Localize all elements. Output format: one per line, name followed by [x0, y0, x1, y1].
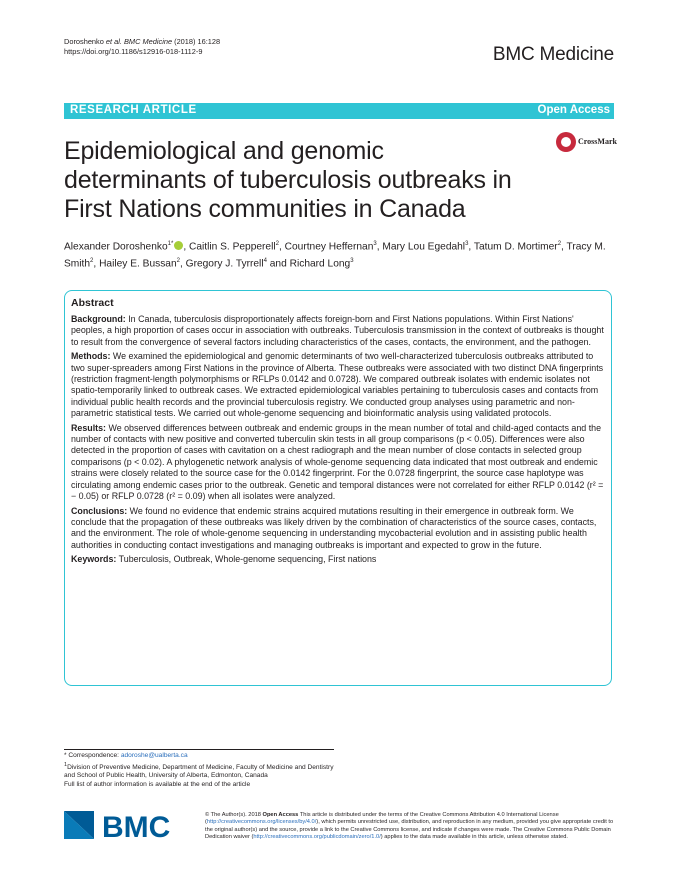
- correspondence: * Correspondence: adoroshe@ualberta.ca: [64, 752, 188, 759]
- footnotes: [64, 752, 344, 790]
- journal-name: BMC Medicine: [492, 44, 614, 65]
- author-info-note: Full list of author information is available at the end of the article: [64, 780, 251, 788]
- citation: [64, 37, 220, 57]
- author-affiliation-sup: 3: [465, 241, 469, 247]
- citation-journal: et al. BMC Medicine: [105, 37, 173, 46]
- abstract-box: [64, 290, 612, 686]
- author-affiliation-sup: 1*: [167, 241, 174, 247]
- citation-line: Doroshenko et al. BMC Medicine (2018) 16:128: [64, 37, 221, 46]
- abstract-background: Background: In Canada, tuberculosis disproportionately affects foreign-born and First Nations populations. Within First Nations' peoples, a high proportion of cases occur in association with outbreaks. Tuberculosis transmission in the context of outbreaks is thought to result from the convergence of several factors including characteristics of the cases, contacts, the environment, and the pathogen.: [71, 314, 604, 347]
- author-affiliation-sup: 4: [263, 258, 267, 265]
- license-text: © The Author(s). 2018 Open Access This article is distributed under the terms of the Creative Commons Attribution 4.0 International License (http://creativecommons.org/licenses/by/4.0/), which permits unrestricted use, distribution, and reproduction in any medium, provided you give appropriate credit to the original author(s) and the source, provide a link to the Creative Commons license, and indicate if changes were made. The Creative Commons Public Domain Dedication waiver (http://creativecommons.org/publicdomain/zero/1.0/) applies to the data made available in this article, unless otherwise stated.: [205, 812, 614, 841]
- license-link-zero[interactable]: http://creativecommons.org/publicdomain/zero/1.0/: [253, 834, 381, 841]
- author-affiliation-sup: 2: [176, 258, 180, 265]
- author-affiliation-sup: 2: [557, 241, 562, 247]
- bmc-logo-icon: [64, 807, 194, 843]
- abstract-keywords: Keywords: Tuberculosis, Outbreak, Whole-genome sequencing, First nations: [71, 554, 377, 565]
- abstract-results: Results: We observed differences between outbreak and endemic groups in the mean number of total and child-aged contacts and the number of contacts with new positive and converted tuberculin skin tests in all group comparisons (p < 0.05). Differences were also detected in the proportion of cases with cavitation on a chest radiograph and the mean number of close contacts in selected group comparisons (p < 0.02). A phylogenetic network analysis of whole-genome sequencing data indicated that most outbreak and endemic strains were closely related to the source case for the 0.0142 fingerprint. For the 0.0728 fingerprint, the source case haplotype was circulating among endemic cases prior to the outbreak. Genetic and temporal distances were not correlated for either RFLP 0.0142 (r² = − 0.05) or RFLP 0.0728 (r² = 0.09) when all isolates were analyzed.: [71, 422, 604, 502]
- author-name: Caitlin S. Pepperell: [188, 241, 276, 253]
- license-link-by[interactable]: http://creativecommons.org/licenses/by/4.0/: [206, 819, 317, 826]
- open-access-label: Open Access: [537, 104, 610, 116]
- author-list: Alexander Doroshenko$^{1*}$ , Caitlin S. Pepperell$^2$, Courtney Heffernan$^3$, Mary Lou Egedahl$^3$, Tatum D. Mortimer$^2$, Tracy M. Smith$^2$, Hailey E. Bussan$^2$, Gregory J. Tyrrell$^4$ and Richard Long$^3$: [64, 241, 606, 270]
- author-name: Gregory J. Tyrrell: [185, 258, 264, 270]
- affiliation: $^1$Division of Preventive Medicine, Department of Medicine, Faculty of Medicine and Dentistry and School of Public Health, University of Alberta, Edmonton, Canada: [64, 761, 334, 780]
- article-type: RESEARCH ARTICLE: [70, 104, 197, 116]
- author-affiliation-sup: 2: [275, 241, 279, 247]
- bmc-logo-text: BMC: [102, 811, 171, 843]
- author-affiliation-sup: 3: [350, 258, 354, 265]
- correspondence-email-link[interactable]: adoroshe@ualberta.ca: [120, 752, 188, 759]
- orcid-icon[interactable]: [174, 241, 183, 250]
- author-name: Mary Lou Egedahl: [382, 241, 466, 253]
- author-name: Tatum D. Mortimer: [473, 241, 558, 253]
- author-affiliation-sup: 3: [373, 241, 377, 247]
- crossmark-badge[interactable]: [556, 132, 618, 154]
- abstract-heading: Abstract: [71, 297, 114, 309]
- crossmark-icon: [556, 132, 576, 152]
- abstract-methods: Methods: We examined the epidemiological and genomic determinants of two well-characterized tuberculosis outbreaks attributed to two super-spreaders among First Nations in the province of Alberta. These outbreaks were associated with two distinct DNA fingerprints (restriction fragment-length polymorphisms or RFLPs 0.0142 and 0.0728). We compared outbreak isolates with endemic isolates not spatio-temporarily linked to outbreak cases. We extracted epidemiological variables pertaining to tuberculosis cases and contacts from individual public health records and the provincial tuberculosis registry. We conducted group analyses using parametric and non-parametric statistical tests. We carried out whole-genome sequencing and bioinformatic analysis using validated protocols.: [71, 351, 604, 419]
- author-name: Richard Long: [289, 258, 351, 270]
- doi-link[interactable]: https://doi.org/10.1186/s12916-018-1112-9: [64, 47, 203, 56]
- article-type-banner: [64, 103, 614, 119]
- abstract-conclusions: Conclusions: We found no evidence that endemic strains acquired mutations resulting in their emergence in outbreak form. We conclude that the propagation of these outbreaks was likely driven by the combination of characteristics of the source cases, contacts, and the environment. The role of whole-genome sequencing in understanding mycobacterial evolution and in assisting public health authorities in conducting contact investigations and managing outbreaks is important and expected to grow in the future.: [71, 505, 597, 550]
- article-title: Epidemiological and genomic determinants of tuberculosis outbreaks in First Nations communities in Canada: [64, 137, 512, 223]
- crossmark-label: CrossMark: [578, 137, 617, 146]
- author-name: Hailey E. Bussan: [99, 258, 177, 270]
- author-name: Alexander Doroshenko: [64, 241, 168, 253]
- author-name: Tracy M. Smith: [64, 241, 606, 270]
- author-affiliation-sup: 2: [90, 258, 94, 265]
- author-name: Courtney Heffernan: [284, 241, 374, 253]
- footnote-divider: [64, 749, 334, 750]
